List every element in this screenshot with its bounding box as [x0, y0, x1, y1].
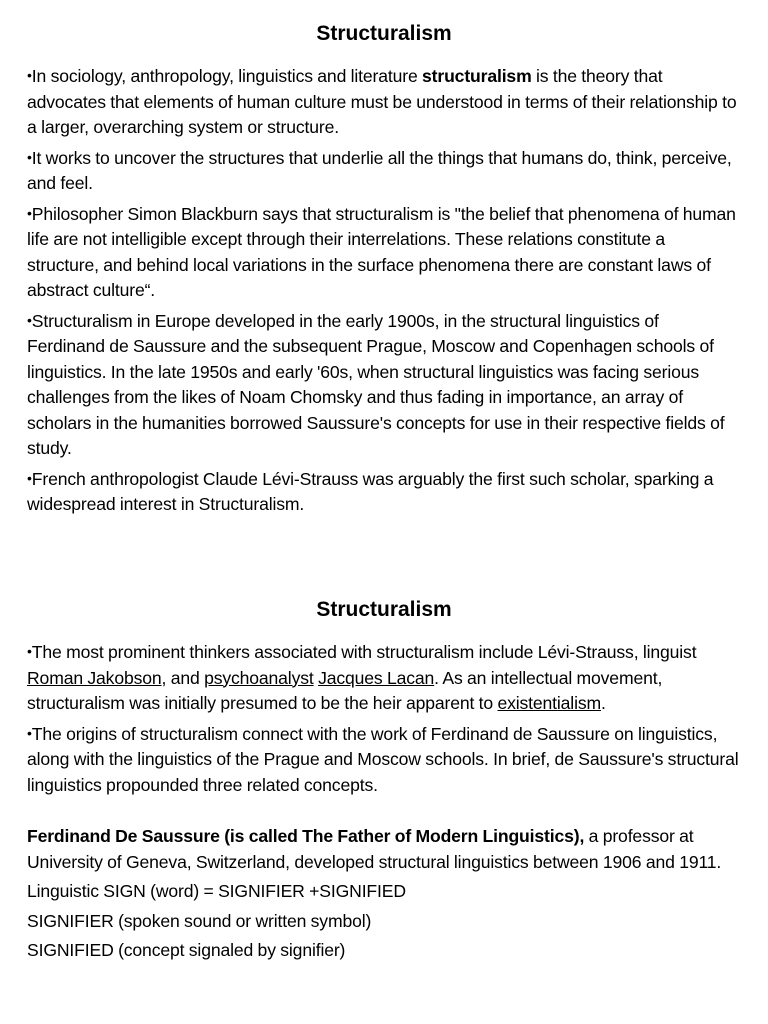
link-jacques-lacan[interactable]: Jacques Lacan: [318, 667, 435, 688]
structuralism-term: structuralism: [422, 66, 532, 86]
slide-1-body: [27, 63, 739, 522]
paragraph-2: •It works to uncover the structures that underlie all the things that humans do, think, perceive, and feel.: [27, 147, 732, 193]
bullet-icon: •: [27, 148, 32, 165]
signifier-definition: SIGNIFIER (spoken sound or written symbol): [27, 910, 372, 931]
slide-2-title: Structuralism: [316, 598, 452, 621]
sign-definition: Linguistic SIGN (word) = SIGNIFIER +SIGNIFIED: [27, 881, 406, 901]
link-existentialism[interactable]: existentialism: [497, 693, 601, 713]
saussure-heading: Ferdinand De Saussure (is called The Father of Modern Linguistics),: [27, 826, 585, 846]
paragraph-1: •The most prominent thinkers associated with structuralism include Lévi-Strauss, linguist Roman Jakobson, and psychoanalyst Jacques Lacan. As an intellectual movement, structuralism was initially presumed to be the heir apparent to existentialism.: [27, 642, 697, 713]
signified-definition: SIGNIFIED (concept signaled by signifier): [27, 940, 346, 960]
bullet-icon: •: [27, 204, 32, 221]
paragraph-1: •In sociology, anthropology, linguistics and literature structuralism is the theory that advocates that elements of human culture must be understood in terms of their relationship to a larger, overarching system or structure.: [27, 66, 737, 137]
paragraph-3: •Philosopher Simon Blackburn says that structuralism is "the belief that phenomena of human life are not intelligible except through their interrelations. These relations constitute a structure, and behind local variations in the surface phenomena there are constant laws of abstract culture“.: [27, 203, 736, 300]
bullet-icon: •: [27, 311, 32, 328]
bullet-icon: •: [27, 724, 32, 741]
bullet-icon: •: [27, 469, 32, 486]
paragraph-3: Ferdinand De Saussure (is called The Father of Modern Linguistics), a professor at University of Geneva, Switzerland, developed structural linguistics between 1906 and 1911.: [27, 826, 722, 872]
link-psychoanalyst[interactable]: psychoanalyst: [204, 667, 314, 688]
paragraph-4: •Structuralism in Europe developed in the early 1900s, in the structural linguistics of Ferdinand de Saussure and the subsequent Prague, Moscow and Copenhagen schools of linguistics. In the late 1950s and early '60s, when structural linguistics was facing serious challenges from the likes of Noam Chomsky and thus fading in importance, an array of scholars in the humanities borrowed Saussure's concepts for use in their respective fields of study.: [27, 310, 725, 458]
bullet-icon: •: [27, 643, 32, 659]
bullet-icon: •: [27, 67, 32, 83]
slide-1-title: Structuralism: [316, 22, 452, 45]
slide-2-body: [27, 639, 739, 964]
paragraph-2: •The origins of structuralism connect with the work of Ferdinand de Saussure on linguistics, along with the linguistics of the Prague and Moscow schools. In brief, de Saussure's structural linguistics propounded three related concepts.: [27, 723, 739, 795]
link-roman-jakobson[interactable]: Roman Jakobson: [27, 667, 162, 688]
paragraph-5: •French anthropologist Claude Lévi-Strauss was arguably the first such scholar, sparking a widespread interest in Structuralism.: [27, 468, 714, 514]
